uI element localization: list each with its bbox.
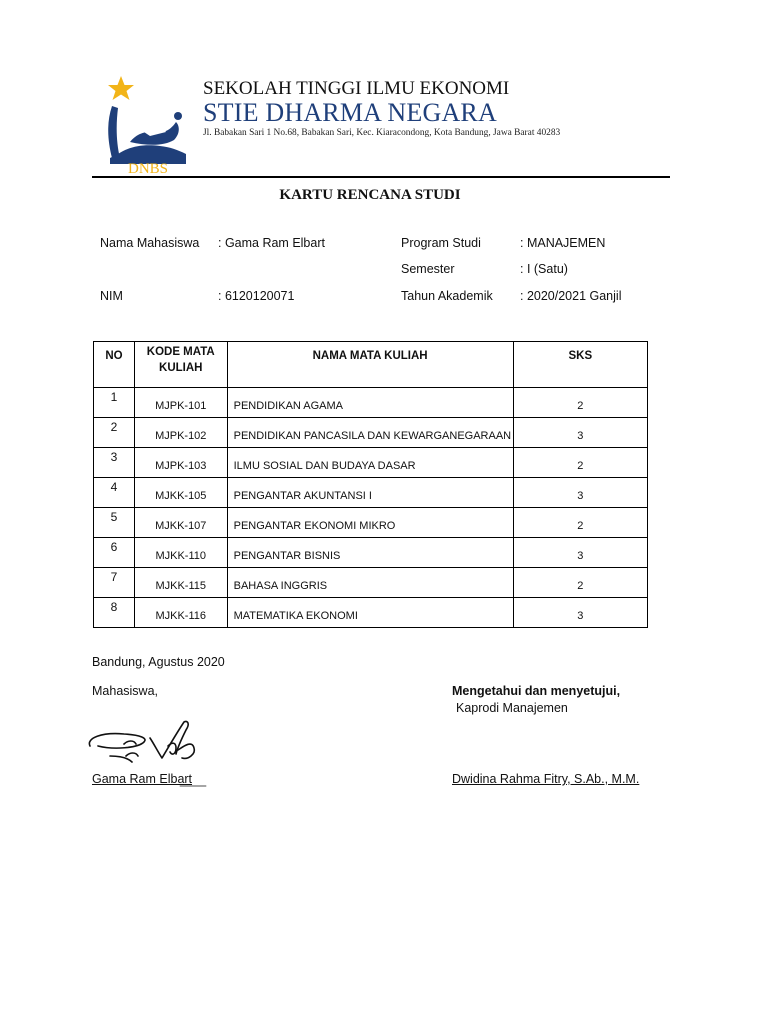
institution-type: SEKOLAH TINGGI ILMU EKONOMI [203,78,510,99]
row-sks: 2 [513,508,647,538]
approval-label: Mengetahui dan menyetujui, [452,684,621,698]
row-course-name: PENDIDIKAN AGAMA [227,388,513,418]
student-name-value: : Gama Ram Elbart [218,236,325,250]
row-course-name: ILMU SOSIAL DAN BUDAYA DASAR [227,448,513,478]
table-row [94,418,648,448]
row-sks: 3 [513,538,647,568]
row-course-name: PENDIDIKAN PANCASILA DAN KEWARGANEGARAAN [227,418,513,448]
place-date: Bandung, Agustus 2020 [92,655,225,669]
row-course-code: MJPK-103 [134,448,227,478]
academic-year-value: : 2020/2021 Ganjil [520,289,622,303]
header-course-code [134,342,227,388]
table-row [94,508,648,538]
document-title: KARTU RENCANA STUDI [279,187,461,203]
header-sks: SKS [513,342,647,388]
course-table [93,341,648,628]
table-header-row [94,342,648,388]
academic-year-label: Tahun Akademik [401,289,493,303]
table-row [94,478,648,508]
row-sks: 2 [513,448,647,478]
header-no: NO [94,342,135,388]
row-no: 7 [94,568,135,598]
row-no: 6 [94,538,135,568]
table-row [94,388,648,418]
approver-title: Kaprodi Manajemen [456,701,568,715]
program-label: Program Studi [401,236,481,250]
row-course-code: MJKK-110 [134,538,227,568]
row-no: 2 [94,418,135,448]
row-course-code: MJPK-102 [134,418,227,448]
row-course-name: BAHASA INGGRIS [227,568,513,598]
institution-name: STIE DHARMA NEGARA [203,98,497,127]
svg-text:DNBS: DNBS [127,161,169,174]
row-no: 8 [94,598,135,628]
row-course-code: MJKK-116 [134,598,227,628]
row-course-name: PENGANTAR AKUNTANSI I [227,478,513,508]
row-course-code: MJKK-107 [134,508,227,538]
row-course-code: MJPK-101 [134,388,227,418]
table-row [94,448,648,478]
row-sks: 3 [513,418,647,448]
row-sks: 3 [513,478,647,508]
student-name-label: Nama Mahasiswa [100,236,200,250]
row-no: 5 [94,508,135,538]
program-value: : MANAJEMEN [520,236,606,250]
row-sks: 2 [513,568,647,598]
row-course-name: PENGANTAR BISNIS [227,538,513,568]
approver-signature-name: Dwidina Rahma Fitry, S.Ab., M.M. [452,772,640,786]
header-course-code-line2: KULIAH [159,362,203,374]
row-sks: 2 [513,388,647,418]
star-icon [108,76,134,100]
row-course-name: PENGANTAR EKONOMI MIKRO [227,508,513,538]
table-row [94,598,648,628]
semester-label: Semester [401,262,455,276]
header-divider [92,176,670,178]
row-no: 1 [94,388,135,418]
nim-value: : 6120120071 [218,289,295,303]
header-course-code-line1: KODE MATA [146,346,215,358]
institution-logo [100,72,192,174]
student-signature-name: Gama Ram Elbart [92,772,193,786]
institution-address: Jl. Babakan Sari 1 No.68, Babakan Sari, Kec. Kiaracondong, Kota Bandung, Jawa Barat 40283 [203,128,561,138]
row-course-code: MJKK-115 [134,568,227,598]
row-no: 3 [94,448,135,478]
row-course-name: MATEMATIKA EKONOMI [227,598,513,628]
table-row [94,568,648,598]
student-signature-label: Mahasiswa, [92,684,158,698]
row-course-code: MJKK-105 [134,478,227,508]
row-no: 4 [94,478,135,508]
row-sks: 3 [513,598,647,628]
nim-label: NIM [100,289,123,303]
header-course-name: NAMA MATA KULIAH [227,342,513,388]
table-row [94,538,648,568]
semester-value: : I (Satu) [520,262,568,276]
